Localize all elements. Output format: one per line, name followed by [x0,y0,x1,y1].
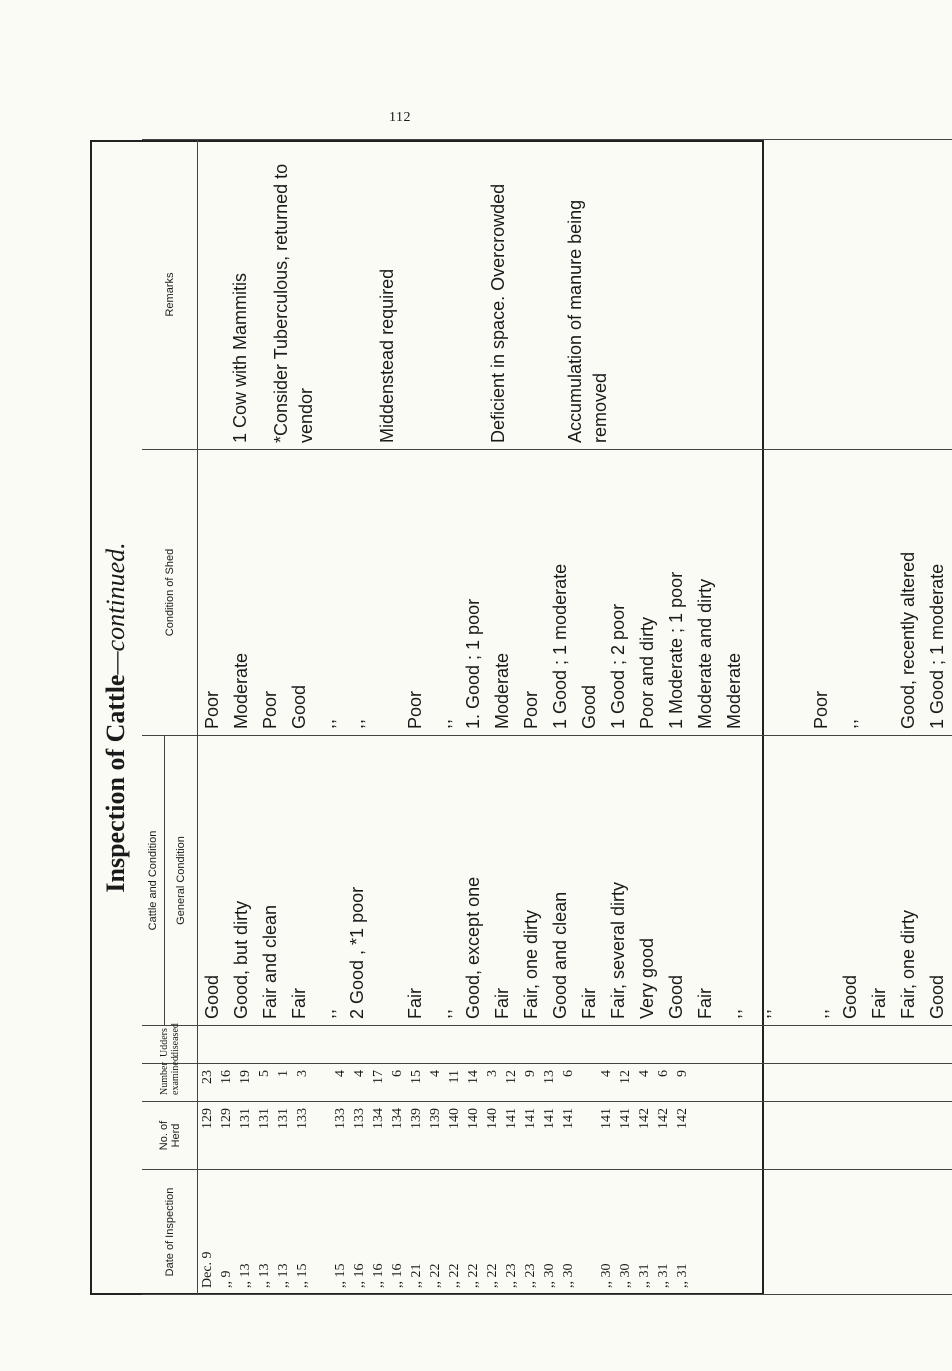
cell-herd: 134 [390,1108,405,1129]
cell-general: 2 Good , *1 poor [347,886,367,1019]
remark-item: Deficient in space. Overcrowded [488,183,508,443]
cell-general: Fair [492,988,512,1019]
cell-date: ,, 23 [504,1263,519,1288]
cell-examined: 4 [352,1070,367,1077]
cell-general: Fair [579,988,599,1019]
cell-examined: 9 [675,1070,690,1077]
cell-herd: 131 [238,1108,253,1129]
remark-item: 1 Cow with Mammitis [230,272,250,443]
cell-shed: Poor [260,690,280,729]
cell-examined: 9 [523,1070,538,1077]
cell-examined: 6 [561,1070,576,1077]
cell-shed: Good [579,684,599,729]
cell-shed: Moderate [231,652,251,729]
cell-general: ,, [434,1008,454,1019]
cell-herd: 139 [409,1108,424,1129]
inspection-table [142,139,952,1295]
cell-herd: 133 [333,1108,348,1129]
cell-examined: 23 [200,1070,215,1084]
cell-general: Good, but dirty [231,900,251,1019]
cell-examined: 16 [219,1070,234,1084]
cell-shed: 1 Moderate ; 1 poor [666,571,686,729]
header-condition-of-shed: Condition of Shed [142,450,198,736]
cell-date: ,, 13 [238,1263,253,1288]
cell-general: ,, [724,1008,744,1019]
column-general-condition [198,736,952,1026]
cell-herd: 131 [257,1108,272,1129]
cell-examined: 1 [276,1070,291,1077]
cell-herd: 142 [656,1108,671,1129]
cell-general: Good [202,974,222,1019]
cell-date: ,, 30 [618,1263,633,1288]
cell-general: Fair [405,988,425,1019]
cell-shed: Poor [202,690,222,729]
cell-shed: Good, recently altered [898,551,918,729]
cell-date: ,, 15 [295,1263,310,1288]
cell-general: ,, [811,1008,831,1019]
page-title [90,140,142,1295]
cell-shed: Moderate and dirty [695,578,715,729]
cell-date: ,, 16 [352,1263,367,1288]
header-herd-no: No. of Herd [142,1102,198,1170]
cell-shed [749,456,778,729]
cell-examined: 12 [504,1070,519,1084]
cell-general: Fair, one dirty [898,909,918,1019]
cell-herd: 141 [561,1108,576,1129]
cell-date: ,, 22 [447,1263,462,1288]
cell-date: ,, 9 [219,1270,234,1288]
cell-shed: 1. Good ; 1 poor [463,598,483,729]
cell-shed: Poor and dirty [637,616,657,729]
cell-date: ,, 30 [599,1263,614,1288]
cell-shed: Good [289,684,309,729]
cell-herd: 129 [219,1108,234,1129]
cell-date: ,, 16 [390,1263,405,1288]
column-date [198,1170,952,1295]
cell-shed: Moderate [724,652,744,729]
cell-date: ,, 31 [656,1263,671,1288]
cell-general: Good and clean [550,891,570,1019]
cell-herd: 141 [523,1108,538,1129]
header-date: Date of Inspection [142,1170,198,1295]
cell-shed: ,, [318,718,338,729]
cell-herd: 133 [295,1108,310,1129]
cell-date: ,, 22 [485,1263,500,1288]
column-condition-of-shed [198,450,952,736]
remark-item: *Consider Tuberculous, returned to vendor [271,163,316,443]
cell-examined: 19 [238,1070,253,1084]
cell-examined: 11 [447,1070,462,1084]
cell-examined: 6 [390,1070,405,1077]
cell-herd: 141 [542,1108,557,1129]
cell-general: Good [927,974,947,1019]
cell-date: ,, 13 [257,1263,272,1288]
cell-examined: 14 [466,1070,481,1084]
cell-examined: 3 [295,1070,310,1077]
column-udders-diseased [198,1026,952,1064]
title-continued: —continued. [101,542,130,675]
cell-date: ,, 22 [428,1263,443,1288]
cell-examined: 13 [542,1070,557,1084]
cell-herd: 140 [466,1108,481,1129]
cell-shed: 1 Good ; 1 moderate [927,563,947,729]
cell-examined: 12 [618,1070,633,1084]
cell-general: Very good [637,937,657,1019]
cell-general: Fair, several dirty [608,881,628,1019]
rotated-table-page [90,140,947,1295]
cell-date: ,, 16 [371,1263,386,1288]
header-udders-diseased: Udders diseased [142,1026,198,1064]
cell-herd: 141 [599,1108,614,1129]
cell-herd: 141 [618,1108,633,1129]
cell-shed: Poor [811,690,831,729]
cell-examined: 4 [599,1070,614,1077]
cell-general: Fair [869,988,889,1019]
cell-shed: ,, [434,718,454,729]
cell-herd: 142 [675,1108,690,1129]
column-remarks [198,140,952,450]
page-number: 112 [389,110,411,125]
cell-examined: 17 [371,1070,386,1084]
cell-herd: 134 [371,1108,386,1129]
cell-date: ,, 30 [542,1263,557,1288]
cell-date: ,, 15 [333,1263,348,1288]
header-remarks: Remarks [142,140,198,450]
remark-item: Accumulation of manure being removed [565,199,610,443]
cell-shed: 1 Good ; 2 poor [608,603,628,729]
column-herd [198,1102,952,1170]
cell-date: ,, 31 [637,1263,652,1288]
cell-date: Dec. 9 [200,1251,215,1288]
cell-herd: 131 [276,1108,291,1129]
header-cattle-and-condition: Cattle and Condition [142,736,165,1026]
cell-shed: ,, [840,718,860,729]
cell-date: ,, 30 [561,1263,576,1288]
cell-date: ,, 31 [675,1263,690,1288]
cell-general: ,, [753,1008,773,1019]
cell-general: Good [666,974,686,1019]
cell-date: ,, 22 [466,1263,481,1288]
cell-herd: 142 [637,1108,652,1129]
cell-general: Fair [289,988,309,1019]
cell-shed: 1 Good ; 1 moderate [550,563,570,729]
cell-examined: 4 [637,1070,652,1077]
cell-examined: 4 [428,1070,443,1077]
cell-herd: 140 [485,1108,500,1129]
cell-herd: 129 [200,1108,215,1129]
cell-date: ,, 23 [523,1263,538,1288]
cell-herd: 133 [352,1108,367,1129]
header-general-condition: General Condition [165,736,198,1026]
cell-shed [865,456,894,729]
cell-examined: 3 [485,1070,500,1077]
cell-date: ,, 21 [409,1263,424,1288]
cell-examined: 15 [409,1070,424,1084]
cell-date: ,, 13 [276,1263,291,1288]
cell-general: Fair, one dirty [521,909,541,1019]
cell-general: Fair [695,988,715,1019]
remark-item: Middenstead required [377,268,397,443]
cell-shed: Moderate [492,652,512,729]
title-main: Inspection of Cattle [101,674,130,893]
cell-general: ,, [318,1008,338,1019]
cell-herd: 140 [447,1108,462,1129]
cell-examined: 6 [656,1070,671,1077]
cell-shed: ,, [347,718,367,729]
cell-shed: Poor [521,690,541,729]
cell-herd: 141 [504,1108,519,1129]
cell-examined: 5 [257,1070,272,1077]
header-number-examined: Number examined [142,1064,198,1102]
cell-shed: Poor [405,690,425,729]
cell-examined: 4 [333,1070,348,1077]
cell-general: Fair and clean [260,904,280,1019]
cell-herd: 139 [428,1108,443,1129]
cell-general: Good, except one [463,876,483,1019]
cell-general: Good [840,974,860,1019]
column-examined [198,1064,952,1102]
